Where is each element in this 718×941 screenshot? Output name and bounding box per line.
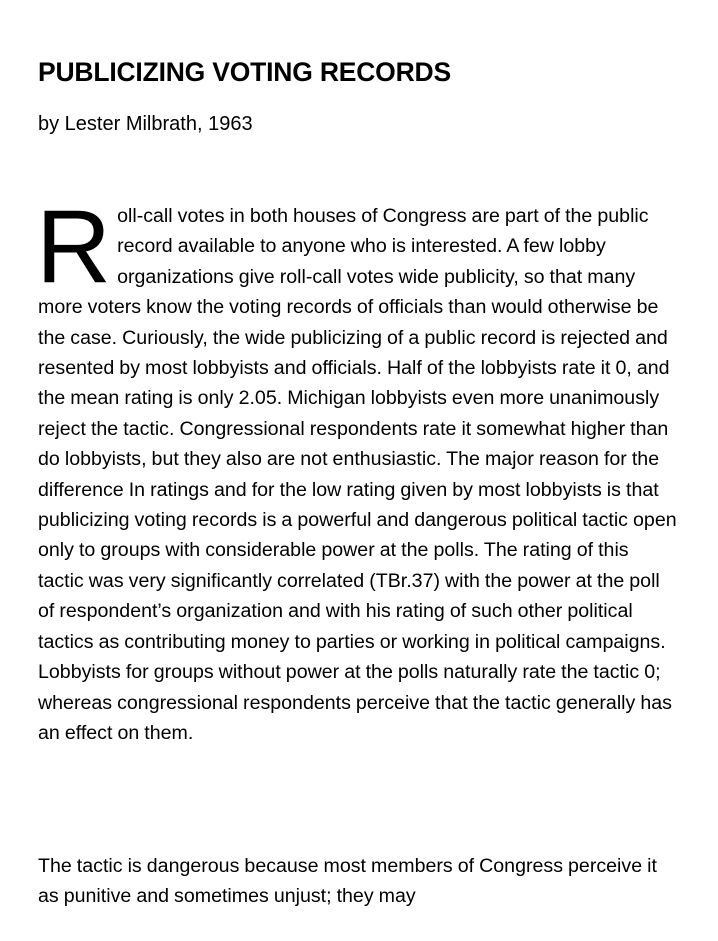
- paragraph-1-text: oll-call votes in both houses of Congress are part of the public record available to anyone who is interested. A few lobby organizations give roll-call votes wide publicity, so that many more voters know the voting records of officials than would otherwise be the case. Curiously, the wide publicizing of a public record is rejected and resented by most lobbyists and officials. Half of the lobbyists rate it 0, and the mean rating is only 2.05. Michigan lobbyists even more unanimously reject the tactic. Congressional respondents rate it somewhat higher than do lobbyists, but they also are not enthusiastic. The major reason for the difference In ratings and for the low rating given by most lobbyists is that publicizing voting records is a powerful and dangerous political tactic open only to groups with considerable power at the polls. The rating of this tactic was very significantly correlated (TBr.37) with the power at the poll of respondent’s organization and with his rating of such other political tactics as contributing money to parties or working in political campaigns. Lobbyists for groups without power at the polls naturally rate the tactic 0; whereas congressional respondents perceive that the tactic generally has an effect on them.: [38, 205, 677, 744]
- drop-cap: R: [36, 189, 112, 305]
- article-title: PUBLICIZING VOTING RECORDS: [38, 57, 451, 87]
- article-paragraph-1: [36, 189, 678, 748]
- article-paragraph-2: The tactic is dangerous because most members of Congress perceive it as punitive and sometimes unjust; they may: [38, 855, 657, 908]
- article-byline: by Lester Milbrath, 1963: [38, 113, 253, 135]
